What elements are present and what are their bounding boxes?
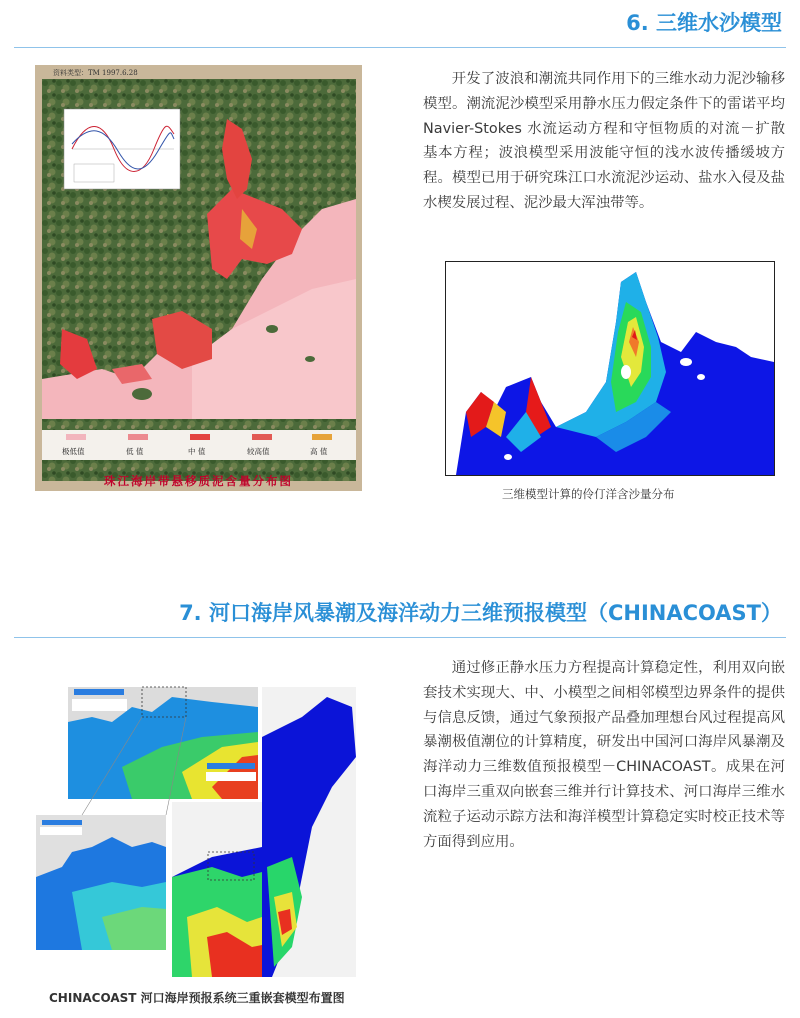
legend-swatch-high (312, 434, 332, 440)
chinacoast-nested-model-figure (12, 677, 358, 980)
section-6-divider (14, 47, 786, 48)
legend-swatch-very-low (66, 434, 86, 440)
legend-swatch-higher (252, 434, 272, 440)
section-6-paragraph: 开发了波浪和潮流共同作用下的三维水动力泥沙输移模型。潮流泥沙模型采用静水压力假定条件下的雷诺平均 Navier-Stokes 水流运动方程和守恒物质的对流－扩散基本方程；波浪模型采用波能守恒的浅水波传播缓坡方程。模型已用于研究珠江口水流泥沙运动、盐水入侵及盐水楔发展过程、泥沙最大浑浊带等。 (423, 71, 785, 211)
nested-model-image (12, 677, 358, 980)
map-header-text: 资料类型：TM 1997.6.28 (53, 69, 138, 77)
legend-label-mid: 中 值 (188, 447, 206, 456)
map-title: 珠江海岸带悬移质泥含量分布图 (104, 474, 293, 488)
lingding-bay-model-figure (445, 261, 775, 476)
satellite-map-image (42, 79, 356, 481)
legend-swatch-mid (190, 434, 210, 440)
figure-3-caption: CHINACOAST 河口海岸预报系统三重嵌套模型布置图 (49, 991, 345, 1005)
section-7-paragraph: 通过修正静水压力方程提高计算稳定性，利用双向嵌套技术实现大、中、小模型之间相邻模型边界条件的提供与信息反馈，通过气象预报产品叠加理想台风过程提高风暴潮极值潮位的计算精度，研发出中国河口海岸风暴潮及海洋动力三维数值预报模型－CHINACOAST。成果在河口海岸三重双向嵌套三维并行计算技术、河口海岸三维水流粒子运动示踪方法和海洋模型计算稳定实时校正技术等方面得到应用。 (423, 660, 785, 850)
figure-2-caption: 三维模型计算的伶仃洋含沙量分布 (502, 487, 675, 501)
section-7-divider (14, 637, 786, 638)
sediment-model-image (446, 262, 774, 475)
section-6-title: 6. 三维水沙模型 (626, 11, 782, 35)
section-7-title: 7. 河口海岸风暴潮及海洋动力三维预报模型（CHINACOAST） (179, 601, 782, 625)
legend-label-higher: 较高值 (247, 447, 270, 456)
sediment-distribution-map (35, 65, 362, 491)
legend-label-low: 低 值 (126, 447, 144, 456)
legend-label-high: 高 值 (310, 447, 328, 456)
legend-label-very-low: 极低值 (62, 447, 85, 456)
legend-swatch-low (128, 434, 148, 440)
